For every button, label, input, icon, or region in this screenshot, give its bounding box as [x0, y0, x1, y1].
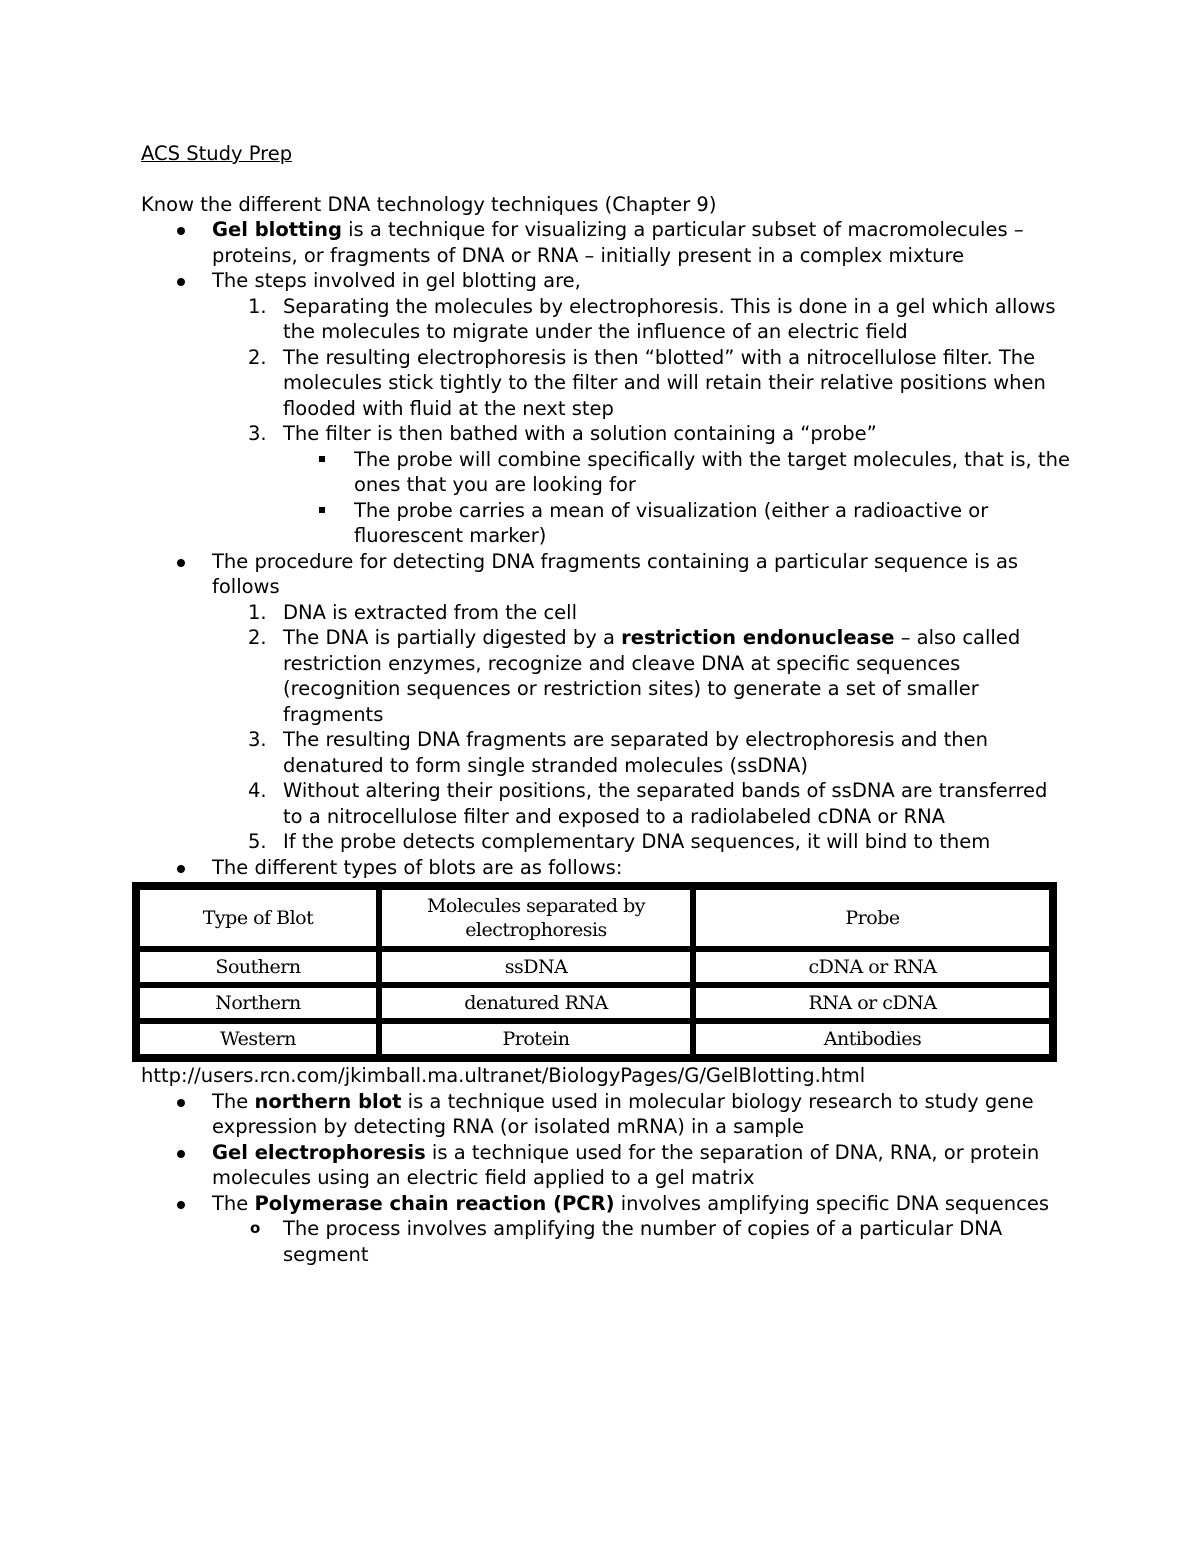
table-cell: denatured RNA — [379, 985, 693, 1021]
list-item — [283, 498, 1071, 549]
table-cell: ssDNA — [379, 949, 693, 985]
blots-intro: The different types of blots are as follows: — [212, 855, 623, 879]
steps-intro: The steps involved in gel blotting are, — [212, 269, 581, 292]
table-cell: Northern — [137, 985, 379, 1021]
bullet-icon — [177, 1201, 185, 1209]
definition-text: The — [212, 1191, 255, 1215]
document-page — [141, 141, 1071, 1267]
source-url: http://users.rcn.com/jkimball.ma.ultranet/BiologyPages/G/GelBlotting.html — [141, 1064, 866, 1087]
list-item — [212, 1216, 1071, 1267]
list-item — [141, 1089, 1071, 1140]
list-item — [212, 421, 1071, 549]
procedure-list — [212, 600, 1071, 855]
table-cell: Antibodies — [693, 1021, 1052, 1057]
step-number: 3. — [248, 728, 267, 751]
square-bullet-icon — [319, 507, 325, 513]
term-northern-blot: northern blot — [254, 1089, 402, 1113]
probe-point: The probe carries a mean of visualization (either a radioactive or fluorescent marker) — [354, 498, 989, 547]
term-gel-blotting: Gel blotting — [212, 218, 342, 241]
definition-text: involves amplifying specific DNA sequences — [614, 1191, 1050, 1215]
column-header: Type of Blot — [137, 887, 379, 949]
step-number: 5. — [248, 830, 267, 853]
term-gel-electrophoresis: Gel electrophoresis — [212, 1140, 426, 1164]
step-text: DNA is extracted from the cell — [283, 600, 577, 624]
definition-text: The — [212, 1089, 255, 1113]
gel-blotting-definition: is a technique for visualizing a particular subset of macromolecules – proteins, or fragments of DNA or RNA – initially present in a complex mixture — [212, 218, 1024, 267]
main-bullet-list — [141, 217, 1071, 880]
list-item — [283, 447, 1071, 498]
step-number: 1. — [248, 600, 267, 624]
probe-point: The probe will combine specifically with the target molecules, that is, the ones that you are looking for — [354, 447, 1070, 496]
column-header: Molecules separated by electrophoresis — [379, 887, 693, 949]
table-cell: Southern — [137, 949, 379, 985]
table-cell: Western — [137, 1021, 379, 1057]
procedure-intro: The procedure for detecting DNA fragments containing a particular sequence is as follows — [212, 549, 1019, 598]
table-cell: RNA or cDNA — [693, 985, 1052, 1021]
step-text: Without altering their positions, the separated bands of ssDNA are transferred to a nitrocellulose filter and exposed to a radiolabeled cDNA or RNA — [283, 779, 1048, 828]
step-text: If the probe detects complementary DNA sequences, it will bind to them — [283, 830, 991, 853]
list-item — [141, 1191, 1071, 1268]
table-cell: cDNA or RNA — [693, 949, 1052, 985]
step-text: – also called restriction enzymes, recognize and cleave DNA at specific sequences (recognition sequences or restriction sites) to generate a set of smaller fragments — [283, 626, 1021, 726]
blot-types-table — [132, 882, 1057, 1062]
bullet-icon — [177, 1150, 185, 1158]
list-item — [212, 625, 1071, 727]
list-item — [141, 217, 1071, 268]
circle-bullet-icon: o — [250, 1219, 261, 1237]
list-item — [141, 268, 1071, 549]
probe-sublist — [283, 447, 1071, 549]
steps-list — [212, 294, 1071, 549]
list-item — [212, 778, 1071, 829]
definition-text: is a technique used for the separation of DNA, RNA, or protein molecules using an electric field applied to a gel matrix — [212, 1140, 1040, 1189]
table-row — [137, 1021, 1052, 1057]
bullet-icon — [177, 1099, 185, 1107]
step-number: 3. — [248, 422, 267, 445]
bullet-icon — [177, 865, 185, 873]
bullet-icon — [177, 227, 185, 235]
step-number: 2. — [248, 626, 267, 649]
term-restriction-endonuclease: restriction endonuclease — [621, 626, 895, 649]
definitions-list — [141, 1089, 1071, 1268]
pcr-detail: The process involves amplifying the number of copies of a particular DNA segment — [283, 1217, 1003, 1266]
table-row — [137, 949, 1052, 985]
step-number: 1. — [248, 294, 267, 318]
list-item — [212, 345, 1071, 422]
step-text: The DNA is partially digested by a — [283, 626, 622, 649]
step-number: 4. — [248, 779, 267, 802]
page-title: ACS Study Prep — [141, 142, 293, 165]
list-item — [212, 727, 1071, 778]
list-item — [212, 829, 1071, 855]
list-item — [212, 294, 1071, 345]
bullet-icon — [177, 278, 185, 286]
step-text: The resulting DNA fragments are separated by electrophoresis and then denatured to form single stranded molecules (ssDNA) — [283, 728, 988, 777]
column-header: Probe — [693, 887, 1052, 949]
square-bullet-icon — [319, 456, 325, 462]
table-row — [137, 985, 1052, 1021]
definition-text: is a technique used in molecular biology research to study gene expression by detecting RNA (or isolated mRNA) in a sample — [212, 1089, 1034, 1138]
intro-text: Know the different DNA technology techniques (Chapter 9) — [141, 192, 717, 216]
pcr-sublist — [212, 1216, 1071, 1267]
step-text: Separating the molecules by electrophoresis. This is done in a gel which allows the molecules to migrate under the influence of an electric field — [283, 294, 1056, 343]
table-header-row — [137, 887, 1052, 949]
step-text: The resulting electrophoresis is then “blotted” with a nitrocellulose filter. The molecules stick tightly to the filter and will retain their relative positions when flooded with fluid at the next step — [283, 345, 1046, 420]
term-pcr: Polymerase chain reaction (PCR) — [254, 1191, 615, 1215]
list-item — [141, 549, 1071, 855]
list-item — [212, 600, 1071, 626]
step-number: 2. — [248, 345, 267, 369]
bullet-icon — [177, 559, 185, 567]
list-item — [141, 855, 1071, 881]
table-cell: Protein — [379, 1021, 693, 1057]
step-text: The filter is then bathed with a solution containing a “probe” — [283, 422, 877, 445]
list-item — [141, 1140, 1071, 1191]
